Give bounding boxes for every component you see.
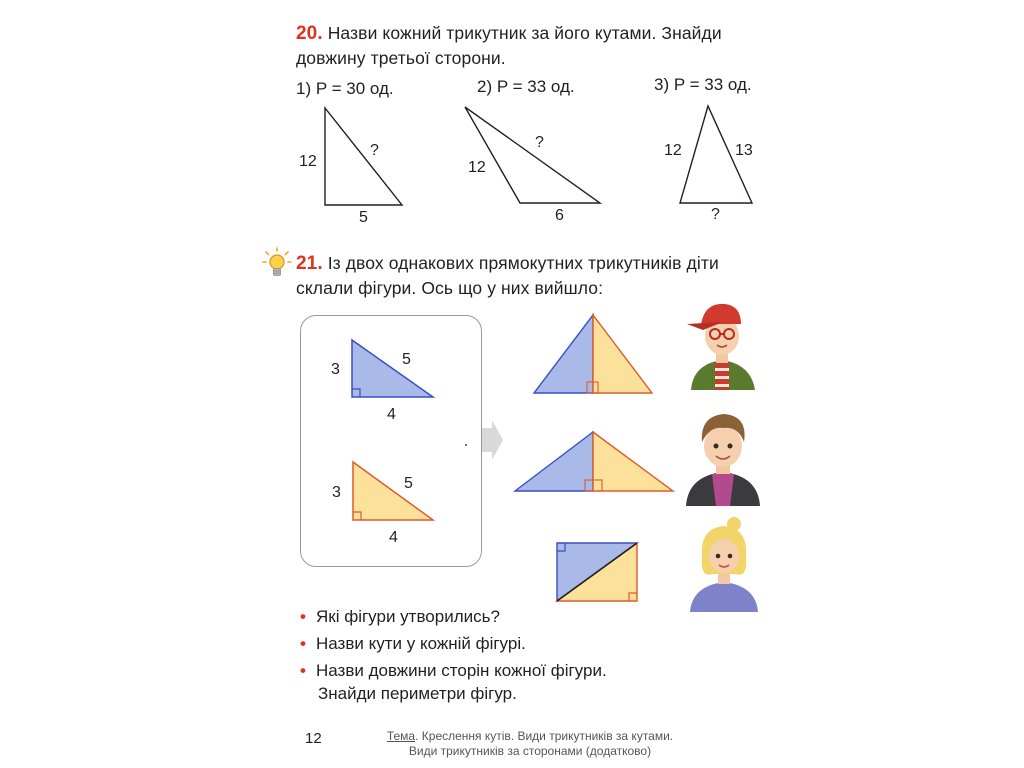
source-yellow-leg-vertical: 3: [332, 484, 341, 501]
question-item: [300, 659, 607, 705]
footer-topic-line1: . Креслення кутів. Види трикутників за кутами.: [415, 729, 674, 743]
t1-side-b: 5: [359, 209, 368, 226]
task-21-text-line1: Із двох однакових прямокутних трикутників діти: [327, 253, 719, 273]
t3-side-unknown: ?: [711, 206, 720, 223]
footer-topic: [380, 729, 680, 759]
task-21-text-line2: склали фігури. Ось що у них вийшло:: [296, 278, 604, 298]
t1-side-unknown: ?: [370, 142, 379, 159]
source-yellow-hypotenuse: 5: [404, 475, 413, 492]
task-20-number: 20.: [296, 23, 323, 44]
t3-side-b: 13: [735, 142, 753, 159]
source-triangle-blue: [352, 340, 433, 397]
t3-side-a: 12: [664, 142, 682, 159]
task-21-number: 21.: [296, 253, 323, 274]
t2-side-unknown: ?: [535, 134, 544, 151]
figure-2-right-half: [593, 432, 673, 491]
task-20-item-2-label: 2) P = 33 од.: [477, 77, 575, 96]
t2-side-b: 6: [555, 207, 564, 224]
boy-with-cap-illustration: [683, 298, 761, 390]
source-blue-leg-vertical: 3: [331, 361, 340, 378]
task-21-question-list: [300, 605, 607, 705]
figure-1-left-half: [534, 315, 593, 393]
t1-side-a: 12: [299, 153, 317, 170]
footer-topic-word: Тема: [386, 729, 416, 743]
task-20-item-3-label: 3) P = 33 од.: [654, 75, 752, 94]
arrow-right-icon: [482, 420, 503, 460]
footer-topic-line2: Види трикутників за сторонами (додатково): [408, 744, 652, 758]
figure-1-right-half: [593, 315, 652, 393]
task-20-text-line1: Назви кожний трикутник за його кутами. Знайди: [327, 23, 722, 43]
source-blue-hypotenuse: 5: [402, 351, 411, 368]
figure-2-left-half: [515, 432, 593, 491]
source-triangle-yellow: [353, 462, 433, 520]
question-item-continuation: Знайди периметри фігур.: [318, 684, 517, 703]
question-item-text: Назви довжини сторін кожної фігури.: [316, 661, 607, 680]
question-item: • Які фігури утворились?: [300, 605, 607, 628]
source-yellow-leg-horizontal: 4: [389, 529, 398, 546]
girl-with-bun-illustration: [688, 516, 760, 612]
source-blue-leg-horizontal: 4: [387, 406, 396, 423]
t2-side-a: 12: [468, 159, 486, 176]
boy-with-jacket-illustration: [682, 408, 764, 506]
dot: [465, 444, 467, 446]
task-20-text-line2: довжину третьої сторони.: [296, 48, 506, 68]
task-20-item-1-label: 1) P = 30 од.: [296, 79, 394, 98]
question-item: • Назви кути у кожній фігурі.: [300, 632, 607, 655]
page-number: 12: [305, 730, 322, 747]
